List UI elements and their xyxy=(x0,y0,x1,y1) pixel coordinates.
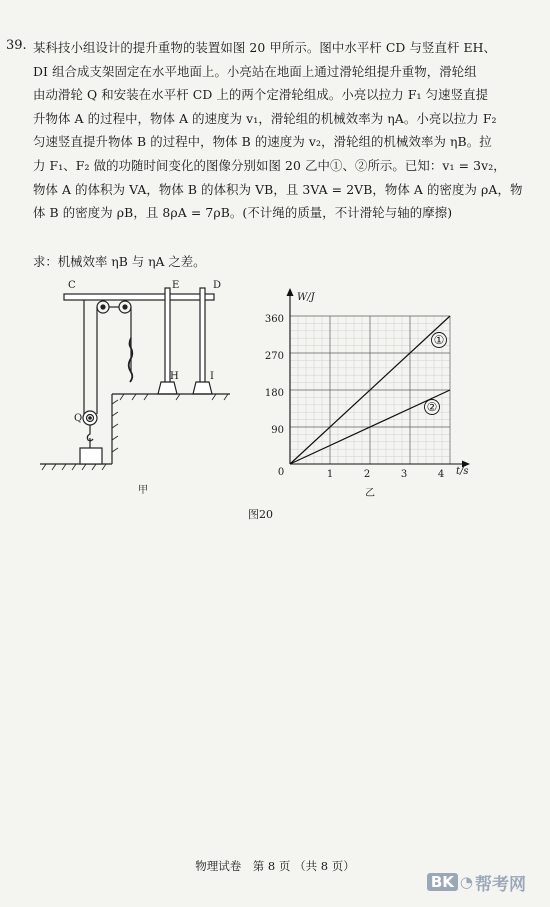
bar-cd xyxy=(64,294,214,300)
figure-caption: 图20 xyxy=(248,508,273,521)
apparatus-diagram xyxy=(40,288,230,470)
y-tick-label: 180 xyxy=(264,388,284,399)
question-line: 由动滑轮 Q 和安装在水平杆 CD 上的两个定滑轮组成。小亮以拉力 F₁ 匀速竖直提 xyxy=(33,87,489,103)
question-line: 升物体 A 的过程中，物体 A 的速度为 v₁，滑轮组的机械效率为 ηA。小亮以拉力 F₂ xyxy=(33,110,497,126)
y-axis-label: W/J xyxy=(297,292,315,303)
logo-icon: ◔ xyxy=(459,873,473,891)
x-tick-label: 3 xyxy=(400,469,408,480)
watermark-text: 帮考网 xyxy=(475,874,526,895)
label-i: I xyxy=(210,371,214,382)
work-time-chart xyxy=(265,288,470,499)
x-tick-label: 4 xyxy=(437,469,445,480)
series-2-label: ② xyxy=(426,400,438,414)
question-line: 匀速竖直提升物体 B 的过程中，物体 B 的速度为 v₂，滑轮组的机械效率为 ηB。拉 xyxy=(33,134,492,150)
label-q: Q xyxy=(74,413,83,424)
y-tick-label: 270 xyxy=(264,351,284,362)
watermark-bk: BK xyxy=(427,873,458,891)
question-line: 物体 A 的体积为 VA，物体 B 的体积为 VB，且 3VA = 2VB，物体 A 的密度为 ρA，物 xyxy=(33,181,523,197)
y-tick-label: 360 xyxy=(264,314,284,325)
question-line: 力 F₁、F₂ 做的功随时间变化的图像分别如图 20 乙中①、②所示。已知：v₁ = 3v₂， xyxy=(33,157,506,173)
question-text xyxy=(33,36,531,225)
question-line: 某科技小组设计的提升重物的装置如图 20 甲所示。图中水平杆 CD 与竖直杆 EH、 xyxy=(33,40,497,55)
label-d: D xyxy=(213,280,222,291)
label-e: E xyxy=(172,280,180,291)
question-line: 体 B 的密度为 ρB，且 8ρA = 7ρB。(不计绳的质量，不计滑轮与轴的摩擦) xyxy=(33,205,453,221)
caption-jia: 甲 xyxy=(138,485,148,496)
caption-yi: 乙 xyxy=(365,488,375,499)
y-axis-arrow xyxy=(287,288,294,296)
base-i xyxy=(193,382,212,394)
base-h xyxy=(158,382,177,394)
page-footer: 物理试卷 第 8 页 （共 8 页） xyxy=(195,859,355,873)
question-number: 39. xyxy=(6,38,27,53)
post-di xyxy=(200,288,205,388)
question-line: DI 组合成支架固定在水平地面上。小亮站在地面上通过滑轮组提升重物，滑轮组 xyxy=(33,63,477,79)
question-ask: 求：机械效率 ηB 与 ηA 之差。 xyxy=(33,254,206,269)
watermark xyxy=(427,870,526,894)
x-axis-label: t/s xyxy=(456,466,469,477)
x-tick-label: 2 xyxy=(363,469,371,480)
label-c: C xyxy=(68,280,76,291)
ground-hatching xyxy=(42,394,228,470)
series-1-label: ① xyxy=(433,333,445,347)
weight-block xyxy=(80,448,102,464)
x-tick-label: 1 xyxy=(326,469,334,480)
origin-label: 0 xyxy=(277,467,285,478)
y-tick-label: 90 xyxy=(271,425,284,436)
figure-20 xyxy=(40,278,500,508)
label-h: H xyxy=(170,371,179,382)
